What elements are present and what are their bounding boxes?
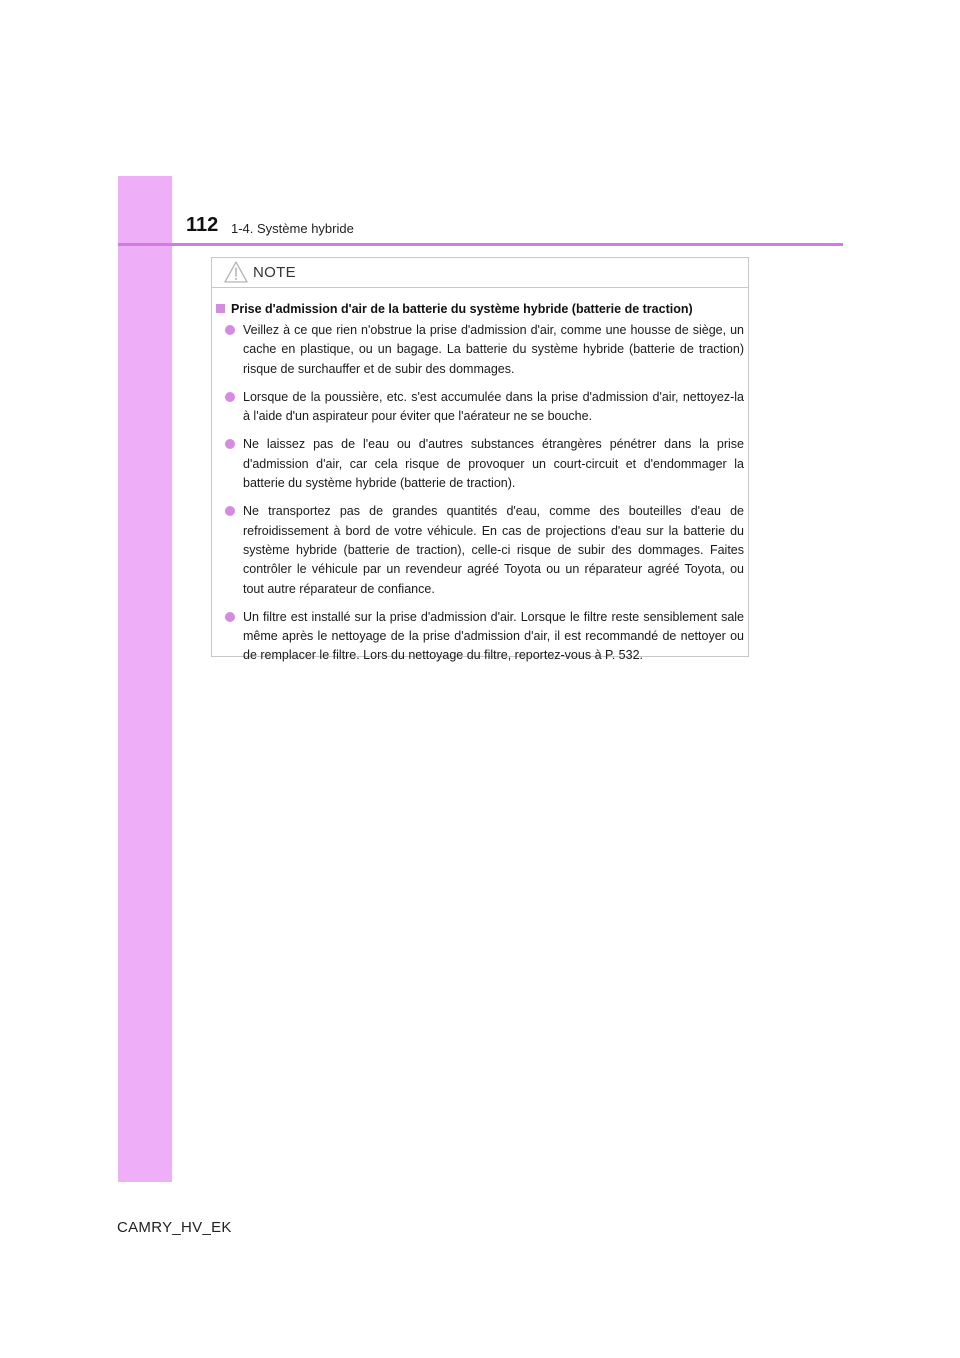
list-item [225, 388, 744, 427]
square-bullet-icon [216, 304, 225, 313]
chapter-side-band [118, 176, 172, 1182]
note-header [223, 257, 296, 287]
note-heading-text: Prise d'admission d'air de la batterie du système hybride (batterie de traction) [231, 302, 693, 316]
list-item [225, 502, 744, 598]
circle-bullet-icon [225, 506, 235, 516]
list-item-text: Veillez à ce que rien n'obstrue la prise d'admission d'air, comme une housse de siège, un cache en plastique, ou un bagage. La batterie du système hybride (batterie de traction) risque de surchauffer et de subir des dommages. [243, 323, 744, 376]
list-item-text: Ne laissez pas de l'eau ou d'autres substances étrangères pénétrer dans la prise d'admission d'air, car cela risque de provoquer un court-circuit et d'endommager la batterie du système hybride (batterie de traction). [243, 437, 744, 491]
note-heading [216, 299, 746, 319]
section-title: 1-4. Système hybride [231, 221, 354, 236]
note-divider [211, 287, 749, 288]
note-label: NOTE [253, 263, 296, 281]
circle-bullet-icon [225, 439, 235, 449]
list-item-text: Ne transportez pas de grandes quantités d'eau, comme des bouteilles d'eau de refroidissement à bord de votre véhicule. En cas de projections d'eau sur la batterie du système hybride (batterie de traction), celle-ci risque de subir des dommages. Faites contrôler le véhicule par un revendeur agréé Toyota ou un réparateur agréé Toyota, ou tout autre réparateur de confiance. [243, 504, 744, 596]
document-code: CAMRY_HV_EK [117, 1219, 232, 1236]
warning-triangle-icon [223, 260, 249, 284]
list-item [225, 435, 744, 493]
list-item-text: Lorsque de la poussière, etc. s'est accumulée dans la prise d'admission d'air, nettoyez-la à l'aide d'un aspirateur pour éviter que l'aérateur ne se bouche. [243, 389, 744, 424]
circle-bullet-icon [225, 392, 235, 402]
list-item [225, 321, 744, 379]
page-number: 112 [186, 214, 219, 236]
list-item-text: Un filtre est installé sur la prise d'admission d'air. Lorsque le filtre reste sensiblement sale même après le nettoyage de la prise d'admission d'air, il est recommandé de nettoyer ou de remplacer le filtre. Lors du nettoyage du filtre, reportez-vous à P. 532. [243, 609, 744, 663]
note-bullet-list [225, 321, 744, 675]
circle-bullet-icon [225, 612, 235, 622]
circle-bullet-icon [225, 325, 235, 335]
header-divider [118, 243, 843, 246]
list-item [225, 608, 744, 666]
